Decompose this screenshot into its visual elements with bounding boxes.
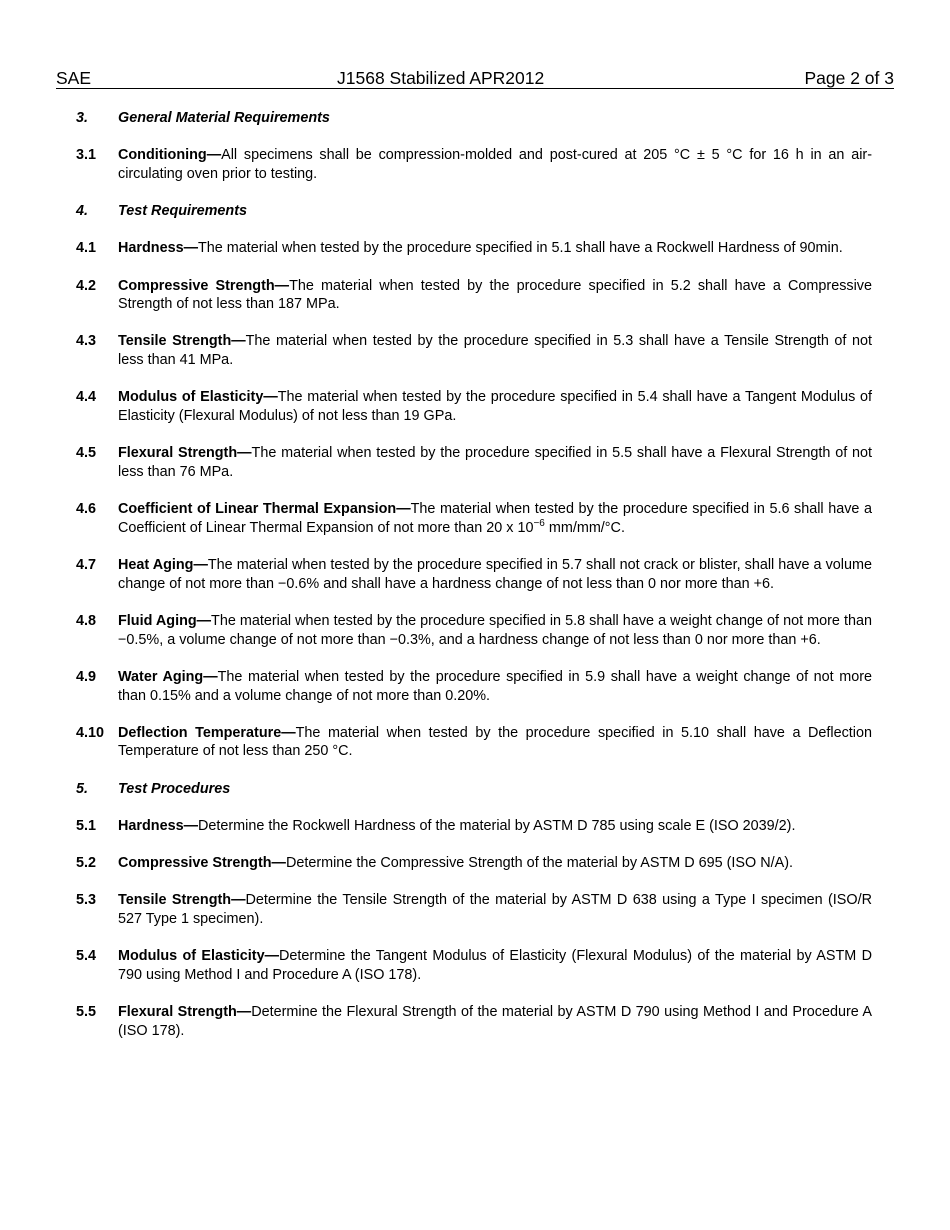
clause-body: Determine the Flexural Strength of the material by ASTM D 790 using Method I and Procedure A (ISO 178). (118, 1004, 873, 1039)
clause-text (118, 239, 872, 258)
clause-body-units: mm/mm/°C. (544, 519, 625, 536)
clause-text (118, 854, 872, 873)
clause-5-5 (76, 1003, 872, 1040)
clause-number: 4.4 (76, 389, 97, 406)
clause-5-2 (76, 854, 872, 873)
clause-text (118, 724, 872, 761)
header-org: SAE (56, 68, 92, 88)
clause-text (118, 947, 872, 984)
section-number: 4. (76, 203, 89, 220)
header-document-id: J1568 Stabilized APR2012 (337, 68, 545, 88)
clause-4-3 (76, 332, 872, 369)
clause-term: Heat Aging— (118, 557, 208, 574)
document-body (76, 109, 872, 1041)
clause-body: Determine the Tangent Modulus of Elasticity (Flexural Modulus) of the material by ASTM D 790 using Method I and Procedure A (ISO 178). (118, 948, 873, 983)
clause-4-9 (76, 668, 872, 705)
clause-term: Deflection Temperature— (118, 724, 296, 741)
clause-text (118, 612, 872, 649)
clause-text (118, 277, 872, 314)
clause-text (118, 444, 872, 481)
clause-body: Determine the Rockwell Hardness of the material by ASTM D 785 using scale E (ISO 2039/2). (197, 817, 796, 834)
clause-body: The material when tested by the procedure specified in 5.8 shall have a weight change of not more than −0.5%, a volume change of not more than −0.3%, and a hardness change of not less than 0 nor more than +6. (118, 612, 872, 648)
clause-5-4 (76, 947, 872, 984)
section-number: 5. (76, 780, 89, 797)
clause-body: The material when tested by the procedure specified in 5.9 shall have a weight change of not more than 0.15% and a volume change of not more than 0.20%. (118, 668, 872, 704)
clause-body: The material when tested by the procedure specified in 5.7 shall not crack or blister, shall have a volume change of not more than −0.6% and shall have a hardness change of not less than 0 nor more than +6. (118, 557, 873, 592)
clause-body: The material when tested by the procedure specified in 5.4 shall have a Tangent Modulus of Elasticity (Flexural Modulus) of not less than 19 GPa. (118, 389, 873, 425)
clause-term: Modulus of Elasticity— (118, 389, 278, 406)
clause-term: Fluid Aging— (118, 612, 212, 629)
section-heading-5 (76, 780, 872, 799)
section-title: Test Requirements (118, 203, 248, 220)
section-number: 3. (76, 110, 89, 126)
clause-text (118, 1003, 872, 1040)
clause-text (118, 668, 872, 705)
clause-number: 5.3 (76, 892, 97, 909)
clause-text (118, 332, 872, 369)
clause-term: Compressive Strength— (118, 855, 286, 872)
clause-number: 4.6 (76, 501, 97, 518)
clause-text (118, 500, 872, 537)
clause-term: Modulus of Elasticity— (118, 948, 279, 965)
clause-5-3 (76, 891, 872, 928)
clause-number: 5.4 (76, 948, 97, 965)
clause-body: Determine the Tensile Strength of the material by ASTM D 638 using a Type I specimen (ISO/R 527 Type 1 specimen). (118, 892, 872, 927)
clause-number: 4.10 (76, 724, 105, 741)
section-title: General Material Requirements (118, 110, 330, 126)
clause-number: 5.1 (76, 817, 97, 834)
clause-text (118, 891, 872, 928)
clause-number: 4.3 (76, 333, 97, 350)
clause-term: Hardness— (118, 240, 198, 257)
clause-number: 5.5 (76, 1004, 97, 1021)
clause-body: The material when tested by the procedure specified in 5.2 shall have a Compressive Strength of not less than 187 MPa. (118, 277, 872, 313)
clause-4-2 (76, 277, 872, 314)
section-title: Test Procedures (118, 780, 231, 797)
clause-term: Conditioning— (118, 147, 222, 164)
clause-term: Flexural Strength— (118, 445, 252, 462)
clause-4-10 (76, 724, 872, 761)
clause-body: The material when tested by the procedure specified in 5.1 shall have a Rockwell Hardness of 90min. (197, 240, 843, 257)
clause-text (118, 556, 872, 593)
clause-4-1 (76, 239, 872, 258)
clause-body: The material when tested by the procedure specified in 5.3 shall have a Tensile Strength of not less than 41 MPa. (118, 333, 872, 369)
clause-number: 4.2 (76, 277, 97, 294)
clause-number: 5.2 (76, 855, 97, 872)
clause-body: The material when tested by the procedure specified in 5.5 shall have a Flexural Strength of not less than 76 MPa. (118, 445, 873, 480)
clause-text (118, 146, 872, 183)
page-header (56, 68, 894, 89)
clause-4-6 (76, 500, 872, 537)
clause-number: 4.9 (76, 668, 97, 685)
clause-number: 4.8 (76, 612, 97, 629)
section-heading-4 (76, 202, 872, 221)
clause-number: 4.1 (76, 240, 97, 257)
clause-number: 3.1 (76, 147, 97, 164)
clause-4-5 (76, 444, 872, 481)
clause-number: 4.7 (76, 557, 97, 574)
clause-5-1 (76, 817, 872, 836)
clause-4-7 (76, 556, 872, 593)
section-heading-3 (76, 109, 872, 128)
clause-text (118, 388, 872, 425)
clause-term: Flexural Strength— (118, 1004, 252, 1021)
clause-body: The material when tested by the procedure specified in 5.6 shall have a Coefficient of Linear Thermal Expansion of not more than 20 x 10 (118, 501, 873, 536)
header-page-number: Page 2 of 3 (804, 68, 894, 88)
clause-term: Coefficient of Linear Thermal Expansion— (118, 501, 411, 518)
clause-term: Water Aging— (118, 668, 218, 685)
clause-term: Compressive Strength— (118, 277, 290, 294)
clause-body: Determine the Compressive Strength of the material by ASTM D 695 (ISO N/A). (285, 855, 794, 872)
clause-body: All specimens shall be compression-molded and post-cured at 205 °C ± 5 °C for 16 h in an air-circulating oven prior to testing. (118, 147, 872, 182)
clause-3-1 (76, 146, 872, 183)
clause-4-8 (76, 612, 872, 649)
clause-number: 4.5 (76, 445, 97, 462)
clause-term: Hardness— (118, 817, 198, 834)
clause-term: Tensile Strength— (118, 333, 246, 350)
clause-4-4 (76, 388, 872, 425)
clause-text (118, 817, 872, 836)
exponent: −6 (533, 517, 545, 529)
clause-body: The material when tested by the procedure specified in 5.10 shall have a Deflection Temperature of not less than 250 °C. (118, 724, 872, 760)
clause-term: Tensile Strength— (118, 892, 246, 909)
